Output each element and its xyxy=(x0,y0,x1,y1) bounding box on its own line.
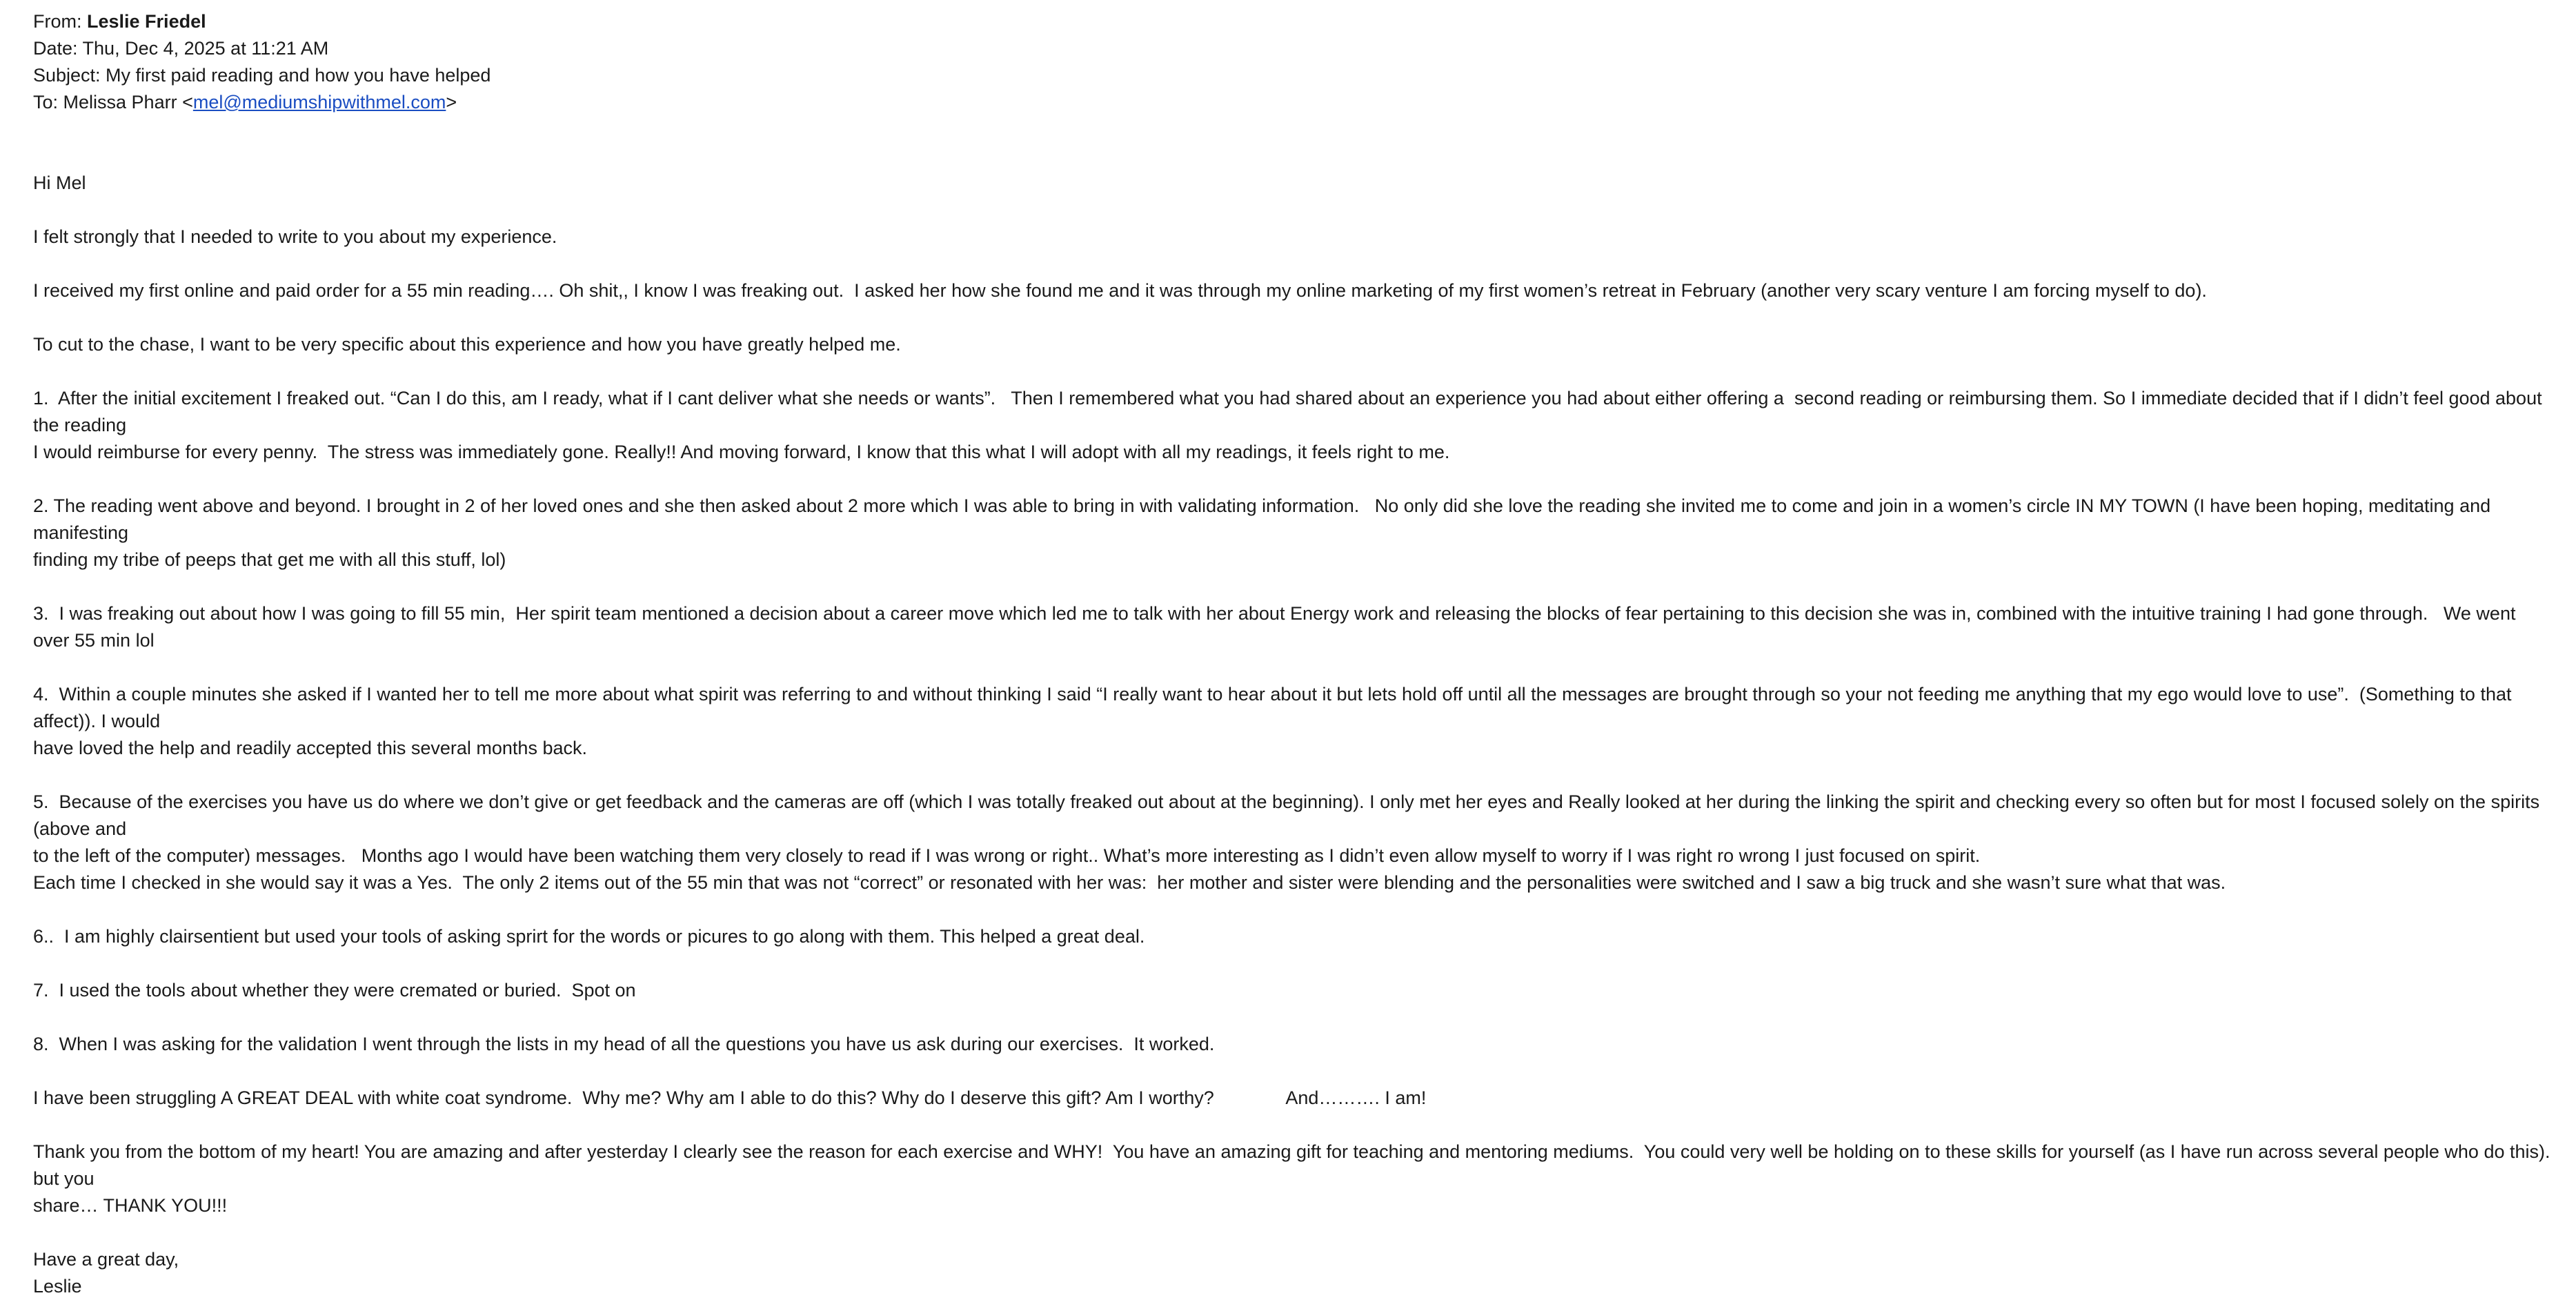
recipient-email-link[interactable]: mel@mediumshipwithmel.com xyxy=(192,92,446,112)
signature: Leslie xyxy=(33,1276,82,1297)
subject-line: Subject: My first paid reading and how you have helped xyxy=(33,65,491,86)
body-paragraph-first-order: I received my first online and paid order for a 55 min reading…. Oh shit,, I know I was freaking out. I asked her how she found me and it was through my online marketing of my first women’s retreat in February (another very scary venture I am forcing myself to do). xyxy=(33,280,2207,301)
list-item-4-line-1: 4. Within a couple minutes she asked if I wanted her to tell me more about what spirit was referring to and without thinking I said “I really want to hear about it but lets hold off until all the messages are brought through so your not feeding me anything that my ego would love to use”. (Something to that affect)). I would xyxy=(33,684,2517,731)
list-item-5-line-3: Each time I checked in she would say it was a Yes. The only 2 items out of the 55 min that was not “correct” or resonated with her was: her mother and sister were blending and the personalities were switched and I saw a big truck and she wasn’t sure what that was. xyxy=(33,872,2226,893)
date-line: Date: Thu, Dec 4, 2025 at 11:21 AM xyxy=(33,38,329,59)
to-prefix: To: Melissa Pharr < xyxy=(33,92,193,112)
list-item-5-line-1: 5. Because of the exercises you have us do where we don’t give or get feedback and the cameras are off (which I was totally freaked out about at the beginning). I only met her eyes and Really looked at her during the linking the spirit and checking every so often but for most I focused solely on the spirits (above and xyxy=(33,791,2545,839)
list-item-2-line-1: 2. The reading went above and beyond. I brought in 2 of her loved ones and she then asked about 2 more which I was able to bring in with validating information. No only did she love the reading she invited me to come and join in a women’s circle IN MY TOWN (I have been hoping, meditating and manifesting xyxy=(33,495,2496,543)
list-item-7: 7. I used the tools about whether they were cremated or buried. Spot on xyxy=(33,980,636,1001)
list-item-4-line-2: have loved the help and readily accepted this several months back. xyxy=(33,738,587,758)
list-item-6: 6.. I am highly clairsentient but used your tools of asking sprirt for the words or picures to go along with them. This helped a great deal. xyxy=(33,926,1145,947)
to-line xyxy=(33,89,2551,116)
greeting: Hi Mel xyxy=(33,173,86,193)
list-item-8: 8. When I was asking for the validation I went through the lists in my head of all the questions you have us ask during our exercises. It worked. xyxy=(33,1034,1215,1054)
thanks-line-1: Thank you from the bottom of my heart! You are amazing and after yesterday I clearly see the reason for each exercise and WHY! You have an amazing gift for teaching and mentoring mediums. You could very well be holding on to these skills for yourself (as I have run across several people who do this). but you xyxy=(33,1141,2556,1189)
header-spacer xyxy=(33,116,2551,170)
list-item-1-line-2: I would reimburse for every penny. The stress was immediately gone. Really!! And moving forward, I know that this what I will adopt with all my readings, it feels right to me. xyxy=(33,442,1450,462)
list-item-5-line-2: to the left of the computer) messages. Months ago I would have been watching them very closely to read if I was wrong or right.. What’s more interesting as I didn’t even allow myself to worry if I was right ro wrong I just focused on spirit. xyxy=(33,845,1981,866)
email-header xyxy=(33,8,2551,116)
list-item-2-line-2: finding my tribe of peeps that get me with all this stuff, lol) xyxy=(33,549,506,570)
email-body xyxy=(33,170,2556,1300)
to-suffix: > xyxy=(446,92,457,112)
list-item-1-line-1: 1. After the initial excitement I freaked out. “Can I do this, am I ready, what if I cant deliver what she needs or wants”. Then I remembered what you had shared about an experience you had about either offering a second reading or reimbursing them. So I immediate decided that if I didn’t feel good about the reading xyxy=(33,388,2548,435)
body-paragraph-intro: I felt strongly that I needed to write to you about my experience. xyxy=(33,226,557,247)
from-label: From: xyxy=(33,11,82,32)
from-line xyxy=(33,8,2551,35)
closing: Have a great day, xyxy=(33,1249,179,1270)
list-item-3: 3. I was freaking out about how I was going to fill 55 min, Her spirit team mentioned a decision about a career move which led me to talk with her about Energy work and releasing the blocks of fear pertaining to this decision she was in, combined with the intuitive training I had gone through. We went over 55 min lol xyxy=(33,603,2521,651)
sender-name: Leslie Friedel xyxy=(87,11,206,32)
body-paragraph-chase: To cut to the chase, I want to be very specific about this experience and how you have greatly helped me. xyxy=(33,334,901,355)
body-paragraph-struggle: I have been struggling A GREAT DEAL with white coat syndrome. Why me? Why am I able to do this? Why do I deserve this gift? Am I worthy? And………. I am! xyxy=(33,1087,1427,1108)
email-message xyxy=(33,8,2556,1300)
thanks-line-2: share… THANK YOU!!! xyxy=(33,1195,228,1216)
